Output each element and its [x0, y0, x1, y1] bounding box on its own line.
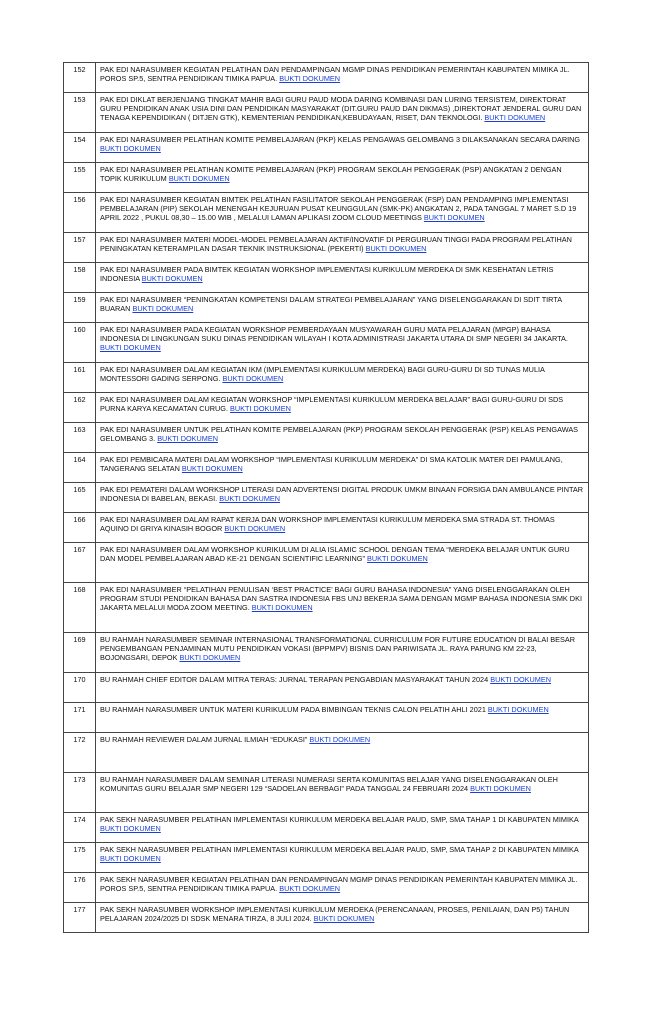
row-number: 163 [64, 423, 96, 453]
row-number: 173 [64, 773, 96, 813]
row-description-cell [96, 293, 589, 323]
row-description-cell [96, 163, 589, 193]
row-description: PAK EDI NARASUMBER DALAM RAPAT KERJA DAN WORKSHOP IMPLEMENTASI KURIKULUM MERDEKA SMA STRADA ST. THOMAS AQUINO DI GRIYA KINASIH BOGOR [100, 515, 555, 534]
row-description: BU RAHMAH CHIEF EDITOR DALAM MITRA TERAS: JURNAL TERAPAN PENGABDIAN MASYARAKAT TAHUN 2024 [100, 675, 489, 684]
row-description-cell [96, 843, 589, 873]
table-row [64, 673, 589, 703]
row-number: 174 [64, 813, 96, 843]
row-number: 175 [64, 843, 96, 873]
table-row [64, 363, 589, 393]
row-description-cell [96, 363, 589, 393]
row-description-cell [96, 233, 589, 263]
bukti-dokumen-link[interactable]: BUKTI DOKUMEN [179, 653, 241, 663]
table-row [64, 293, 589, 323]
row-number: 152 [64, 63, 96, 93]
bukti-dokumen-link[interactable]: BUKTI DOKUMEN [423, 213, 485, 223]
table-row [64, 193, 589, 233]
row-number: 164 [64, 453, 96, 483]
row-number: 157 [64, 233, 96, 263]
row-number: 167 [64, 543, 96, 583]
row-description: PAK EDI NARASUMBER DALAM KEGIATAN IKM (IMPLEMENTASI KURIKULUM MERDEKA) BAGI GURU-GURU DI SD TUNAS MULIA MONTESSORI GADING SERPONG. [100, 365, 545, 384]
table-row [64, 263, 589, 293]
row-description: PAK EDI PEMATERI DALAM WORKSHOP LITERASI DAN ADVERTENSI DIGITAL PRODUK UMKM BINAAN FORSIGA DAN AMBULANCE PINTAR INDONESIA DI BABELAN, BEKASI. [100, 485, 584, 504]
row-description-cell [96, 63, 589, 93]
activity-table [63, 62, 589, 933]
bukti-dokumen-link[interactable]: BUKTI DOKUMEN [181, 464, 243, 474]
row-description-cell [96, 193, 589, 233]
bukti-dokumen-link[interactable]: BUKTI DOKUMEN [279, 74, 341, 84]
table-row [64, 813, 589, 843]
row-number: 161 [64, 363, 96, 393]
row-description-cell [96, 873, 589, 903]
row-number: 155 [64, 163, 96, 193]
row-description: PAK EDI NARASUMBER PELATIHAN KOMITE PEMBELAJARAN (PKP) KELAS PENGAWAS GELOMBANG 3 DILAKSANAKAN SECARA DARING [100, 135, 581, 144]
row-number: 177 [64, 903, 96, 933]
row-description: PAK SEKH NARASUMBER WORKSHOP IMPLEMENTASI KURIKULUM MERDEKA (PERENCANAAN, PROSES, PENILAIAN, DAN P5) TAHUN PELAJARAN 2024/2025 DI SDSK MENARA TIRZA, 8 JULI 2024. [100, 905, 570, 924]
table-row [64, 773, 589, 813]
row-description-cell [96, 773, 589, 813]
bukti-dokumen-link[interactable]: BUKTI DOKUMEN [490, 675, 552, 684]
bukti-dokumen-link[interactable]: BUKTI DOKUMEN [313, 914, 375, 924]
row-number: 162 [64, 393, 96, 423]
row-description: BU RAHMAH NARASUMBER DALAM SEMINAR LITERASI NUMERASI SERTA KOMUNITAS BELAJAR YANG DISELENGGARAKAN OLEH KOMUNITAS GURU BELAJAR SMP NEGERI 129 “SADOELAN BERBAGI” PADA TANGGAL 24 FEBRUARI 2024 [100, 775, 558, 794]
row-number: 166 [64, 513, 96, 543]
bukti-dokumen-link[interactable]: BUKTI DOKUMEN [100, 144, 161, 154]
row-description: PAK EDI NARASUMBER KEGIATAN BIMTEK PELATIHAN FASILITATOR SEKOLAH PENGGERAK (FSP) DAN PENDAMPING IMPLEMENTASI PEMBELAJARAN (PIP) SEKOLAH MENENGAH KEJURUAN PUSAT KEUNGGULAN (SMK-PK) ANGKATAN 2, PADA TANGGAL 7 MARET S.D 19 APRIL 2022 , PUKUL 08,30 – 15.00 WIB , MELALUI LAMAN APLIKASI ZOOM CLOUD MEETINGS [100, 195, 577, 223]
row-number: 160 [64, 323, 96, 363]
bukti-dokumen-link[interactable]: BUKTI DOKUMEN [484, 113, 546, 123]
bukti-dokumen-link[interactable]: BUKTI DOKUMEN [100, 343, 161, 353]
row-description: PAK SEKH NARASUMBER KEGIATAN PELATIHAN DAN PENDAMPINGAN MGMP DINAS PENDIDIKAN PEMERINTAH KABUPATEN MIMIKA JL. POROS SP.5, SENTRA PENDIDIKAN TIMIKA PAPUA. [100, 875, 578, 894]
row-description: BU RAHMAH NARASUMBER UNTUK MATERI KURIKULUM PADA BIMBINGAN TEKNIS CALON PELATIH AHLI 2021 [100, 705, 486, 714]
row-description-cell [96, 393, 589, 423]
row-description-cell [96, 813, 589, 843]
row-description-cell [96, 263, 589, 293]
row-number: 176 [64, 873, 96, 903]
row-number: 172 [64, 733, 96, 773]
table-row [64, 873, 589, 903]
row-description-cell [96, 93, 589, 133]
row-description: PAK EDI NARASUMBER KEGIATAN PELATIHAN DAN PENDAMPINGAN MGMP DINAS PENDIDIKAN PEMERINTAH KABUPATEN MIMIKA JL. POROS SP.5, SENTRA PENDIDIKAN TIMIKA PAPUA. [100, 65, 570, 84]
bukti-dokumen-link[interactable]: BUKTI DOKUMEN [366, 554, 428, 564]
table-row [64, 393, 589, 423]
table-row [64, 483, 589, 513]
bukti-dokumen-link[interactable]: BUKTI DOKUMEN [141, 274, 203, 284]
table-row [64, 633, 589, 673]
row-number: 165 [64, 483, 96, 513]
row-description-cell [96, 633, 589, 673]
row-number: 170 [64, 673, 96, 703]
bukti-dokumen-link[interactable]: BUKTI DOKUMEN [219, 494, 281, 504]
row-description-cell [96, 423, 589, 453]
row-description-cell [96, 903, 589, 933]
row-description: PAK EDI PEMBICARA MATERI DALAM WORKSHOP “IMPLEMENTASI KURIKULUM MERDEKA” DI SMA KATOLIK MATER DEI PAMULANG, TANGERANG SELATAN [100, 455, 563, 474]
bukti-dokumen-link[interactable]: BUKTI DOKUMEN [470, 784, 531, 794]
row-number: 153 [64, 93, 96, 133]
bukti-dokumen-link[interactable]: BUKTI DOKUMEN [100, 824, 161, 834]
table-row [64, 903, 589, 933]
row-description: BU RAHMAH REVIEWER DALAM JURNAL ILMIAH “EDUKASI” [100, 735, 308, 744]
table-row [64, 733, 589, 773]
row-description: PAK EDI NARASUMBER UNTUK PELATIHAN KOMITE PEMBELAJARAN (PKP) PROGRAM SEKOLAH PENGGERAK (PSP) KELAS PENGAWAS GELOMBANG 3. [100, 425, 579, 444]
table-row [64, 513, 589, 543]
bukti-dokumen-link[interactable]: BUKTI DOKUMEN [168, 174, 230, 184]
row-number: 158 [64, 263, 96, 293]
table-row [64, 453, 589, 483]
row-description-cell [96, 453, 589, 483]
table-row [64, 63, 589, 93]
table-row [64, 163, 589, 193]
table-row [64, 583, 589, 633]
row-number: 159 [64, 293, 96, 323]
row-description: PAK EDI NARASUMBER DALAM KEGIATAN WORKSHOP “IMPLEMENTASI KURIKULUM MERDEKA BELAJAR” BAGI GURU-GURU DI SDS PURNA KARYA KECAMATAN CURUG. [100, 395, 564, 414]
table-row [64, 93, 589, 133]
bukti-dokumen-link[interactable]: BUKTI DOKUMEN [100, 854, 161, 864]
row-description: PAK EDI NARASUMBER DALAM WORKSHOP KURIKULUM DI ALIA ISLAMIC SCHOOL DENGAN TEMA “MERDEKA BELAJAR UNTUK GURU DAN MODEL PEMBELAJARAN ABAD KE-21 DENGAN SCIENTIFIC LEARNING” [100, 545, 570, 564]
row-description: PAK EDI NARASUMBER PELATIHAN KOMITE PEMBELAJARAN (PKP) PROGRAM SEKOLAH PENGGERAK (PSP) ANGKATAN 2 DENGAN TOPIK KURIKULUM [100, 165, 562, 184]
table-row [64, 703, 589, 733]
row-description-cell [96, 703, 589, 733]
bukti-dokumen-link[interactable]: BUKTI DOKUMEN [157, 434, 218, 444]
table-row [64, 133, 589, 163]
row-description: PAK SEKH NARASUMBER PELATIHAN IMPLEMENTASI KURIKULUM MERDEKA BELAJAR PAUD, SMP, SMA TAHAP 1 DI KABUPATEN MIMIKA [100, 815, 579, 824]
bukti-dokumen-link[interactable]: BUKTI DOKUMEN [487, 705, 549, 714]
row-description-cell [96, 323, 589, 363]
row-description: PAK SEKH NARASUMBER PELATIHAN IMPLEMENTASI KURIKULUM MERDEKA BELAJAR PAUD, SMP, SMA TAHAP 2 DI KABUPATEN MIMIKA [100, 845, 579, 854]
table-row [64, 543, 589, 583]
row-number: 169 [64, 633, 96, 673]
row-description-cell [96, 543, 589, 583]
bukti-dokumen-link[interactable]: BUKTI DOKUMEN [365, 244, 427, 254]
row-description: PAK EDI NARASUMBER “PELATIHAN PENULISAN ‘BEST PRACTICE’ BAGI GURU BAHASA INDONESIA” YANG DISELENGGARAKAN OLEH PROGRAM STUDI PENDIDIKAN BAHASA DAN SASTRA INDONESIA FBS UNJ BEKERJA SAMA DENGAN MGMP BAHASA INDONESIA SMK DKI JAKARTA MELALUI MODA ZOOM MEETING. [100, 585, 582, 613]
bukti-dokumen-link[interactable]: BUKTI DOKUMEN [279, 884, 341, 894]
row-description: BU RAHMAH NARASUMBER SEMINAR INTERNASIONAL TRANSFORMATIONAL CURRICULUM FOR FUTURE EDUCATION DI BALAI BESAR PENGEMBANGAN PENJAMINAN MUTU PENDIDIKAN VOKASI (BPPMPV) BISNIS DAN PARIWISATA JL. RAYA PARUNG KM 22-23, BOJONGSARI, DEPOK [100, 635, 576, 663]
activity-table-body [64, 63, 589, 933]
bukti-dokumen-link[interactable]: BUKTI DOKUMEN [251, 603, 313, 613]
row-description: PAK EDI DIKLAT BERJENJANG TINGKAT MAHIR BAGI GURU PAUD MODA DARING KOMBINASI DAN LURING TERSISTEM, DIREKTORAT GURU PENDIDIKAN ANAK USIA DINI DAN PENDIDIKAN MASYARAKAT (DIT.GURU PAUD DAN DIKMAS) ,DIREKTORAT JENDERAL GURU DAN TENAGA KEPENDIDIKAN ( DITJEN GTK), KEMENTERIAN PENDIDIKAN,KEBUDAYAAN, RISET, DAN TEKNOLOGI. [100, 95, 582, 123]
row-description-cell [96, 513, 589, 543]
table-row [64, 843, 589, 873]
row-description: PAK EDI NARASUMBER MATERI MODEL-MODEL PEMBELAJARAN AKTIF/INOVATIF DI PERGURUAN TINGGI PADA PROGRAM PELATIHAN PENINGKATAN KETERAMPILAN DASAR TEKNIK INSTRUKSIONAL (PEKERTI) [100, 235, 572, 254]
row-description: PAK EDI NARASUMBER PADA BIMTEK KEGIATAN WORKSHOP IMPLEMENTASI KURIKULUM MERDEKA DI SMK KESEHATAN LETRIS INDONESIA [100, 265, 554, 284]
bukti-dokumen-link[interactable]: BUKTI DOKUMEN [132, 304, 194, 314]
row-description: PAK EDI NARASUMBER PADA KEGIATAN WORKSHOP PEMBERDAYAAN MUSYAWARAH GURU MATA PELAJARAN (MPGP) BAHASA INDONESIA DI LINGKUNGAN SUKU DINAS PENDIDIKAN WILAYAH I KOTA ADMINISTRASI JAKARTA UTARA DI SMP NEGERI 34 JAKARTA. [100, 325, 568, 344]
row-number: 156 [64, 193, 96, 233]
row-number: 171 [64, 703, 96, 733]
bukti-dokumen-link[interactable]: BUKTI DOKUMEN [222, 374, 284, 384]
bukti-dokumen-link[interactable]: BUKTI DOKUMEN [230, 404, 291, 414]
table-row [64, 423, 589, 453]
row-description-cell [96, 483, 589, 513]
bukti-dokumen-link[interactable]: BUKTI DOKUMEN [309, 735, 371, 744]
row-description-cell [96, 673, 589, 703]
table-row [64, 323, 589, 363]
row-description: PAK EDI NARASUMBER “PENINGKATAN KOMPETENSI DALAM STRATEGI PEMBELAJARAN” YANG DISELENGGARAKAN DI SDIT TIRTA BUARAN [100, 295, 562, 314]
row-description-cell [96, 133, 589, 163]
bukti-dokumen-link[interactable]: BUKTI DOKUMEN [224, 524, 286, 534]
row-description-cell [96, 733, 589, 773]
row-description-cell [96, 583, 589, 633]
row-number: 168 [64, 583, 96, 633]
table-row [64, 233, 589, 263]
row-number: 154 [64, 133, 96, 163]
